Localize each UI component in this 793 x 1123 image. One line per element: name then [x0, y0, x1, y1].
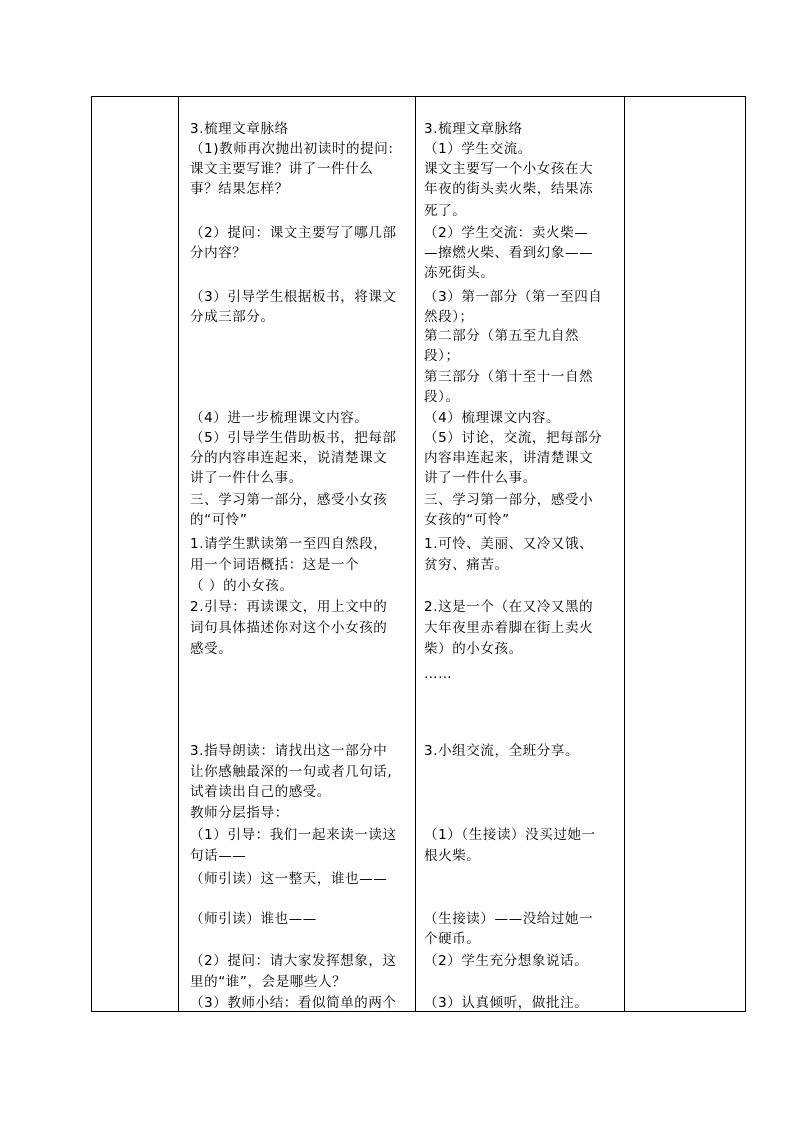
student-line: 冻死街头。	[424, 265, 495, 281]
student-line: （1）（生接读）没买过她一	[424, 827, 596, 843]
teacher-line: 3.梳理文章脉络	[190, 121, 289, 137]
student-line: 第二部分（第五至九自然	[424, 328, 580, 344]
teacher-line: 事？结果怎样？	[190, 181, 289, 197]
student-line: （2）学生充分想象说话。	[424, 953, 589, 969]
teacher-line: 里的“谁”，会是哪些人？	[190, 974, 347, 990]
teacher-line: 3.指导朗读：请找出这一部分中	[190, 743, 388, 759]
student-line: ……	[424, 666, 453, 682]
left-margin-column	[92, 97, 179, 1011]
teacher-line: （5）引导学生借助板书，把每部	[190, 430, 397, 446]
teacher-line: 感受。	[190, 641, 233, 657]
student-line: 死了。	[424, 203, 467, 219]
student-line: 讲了一件什么事。	[424, 470, 537, 486]
student-line: 大年夜里赤着脚在街上卖火	[424, 620, 594, 636]
teacher-line: 分的内容串连起来，说清楚课文	[190, 450, 388, 466]
teacher-line: 试着读出自己的感受。	[190, 784, 331, 800]
right-margin-column	[624, 97, 746, 1011]
student-line: （4）梳理课文内容。	[424, 410, 561, 426]
student-line: 内容串连起来，讲清楚课文	[424, 450, 594, 466]
teacher-line: （3）引导学生根据板书，将课文	[190, 289, 397, 305]
teacher-line: 教师分层指导：	[190, 805, 289, 821]
teacher-line: 用一个词语概括：这是一个	[190, 557, 360, 573]
teacher-line: （ ）的小女孩。	[190, 578, 294, 594]
student-line: 柴）的小女孩。	[424, 641, 523, 657]
student-activity-column	[415, 97, 625, 1011]
teacher-line: 三、学习第一部分，感受小女孩	[190, 492, 388, 508]
student-line: （3）认真倾听，做批注。	[424, 995, 589, 1011]
teacher-line: 分内容？	[190, 245, 247, 261]
student-line: 三、学习第一部分，感受小	[424, 492, 594, 508]
student-line: —擦燃火柴、看到幻象——	[424, 245, 594, 261]
teacher-line: 句话——	[190, 848, 247, 864]
teacher-line: 词句具体描述你对这个小女孩的	[190, 620, 388, 636]
student-line: 课文主要写一个小女孩在大	[424, 161, 594, 177]
student-line: （2）学生交流：卖火柴—	[424, 225, 589, 241]
student-line: 女孩的“可怜”	[424, 512, 510, 528]
student-line: 年夜的街头卖火柴，结果冻	[424, 181, 594, 197]
teacher-line: （师引读）谁也——	[190, 911, 317, 927]
teacher-line: （4）进一步梳理课文内容。	[190, 410, 369, 426]
teacher-line: （3）教师小结：看似简单的两个	[190, 995, 397, 1011]
student-line: （5）讨论，交流，把每部分	[424, 430, 603, 446]
teacher-line: 2.引导：再读课文，用上文中的	[190, 599, 388, 615]
student-line: 3.梳理文章脉络	[424, 121, 523, 137]
student-line: 2.这是一个（在又冷又黑的	[424, 599, 594, 615]
teacher-line: （师引读）这一整天，谁也——	[190, 871, 388, 887]
student-line: 个硬币。	[424, 931, 481, 947]
teacher-line: （2）提问：课文主要写了哪几部	[190, 225, 397, 241]
student-line: （1）学生交流。	[424, 141, 532, 157]
teacher-line: （1）引导：我们一起来读一读这	[190, 827, 397, 843]
student-line: 然段）；	[424, 309, 474, 325]
student-line: 根火柴。	[424, 848, 481, 864]
teacher-line: （1)教师再次抛出初读时的提问:	[190, 141, 394, 157]
student-line: 段）；	[424, 348, 460, 364]
student-line: 段）。	[424, 389, 460, 405]
lesson-plan-table	[91, 96, 746, 1012]
teacher-line: 讲了一件什么事。	[190, 470, 303, 486]
student-line: （3）第一部分（第一至四自	[424, 289, 603, 305]
teacher-line: 1.请学生默读第一至四自然段，	[190, 536, 388, 552]
teacher-line: 让你感触最深的一句或者几句话,	[190, 764, 393, 780]
teacher-line: 课文主要写谁？讲了一件什么	[190, 161, 374, 177]
student-line: 贫穷、痛苦。	[424, 557, 509, 573]
student-line: 1.可怜、美丽、又冷又饿、	[424, 536, 594, 552]
teacher-line: 分成三部分。	[190, 309, 275, 325]
student-line: 3.小组交流，全班分享。	[424, 743, 580, 759]
teacher-activity-column	[178, 97, 416, 1011]
teacher-line: （2）提问：请大家发挥想象，这	[190, 953, 397, 969]
student-line: 第三部分（第十至十一自然	[424, 369, 594, 385]
teacher-line: 的“可怜”	[190, 512, 248, 528]
student-line: （生接读）——没给过她一	[424, 911, 594, 927]
